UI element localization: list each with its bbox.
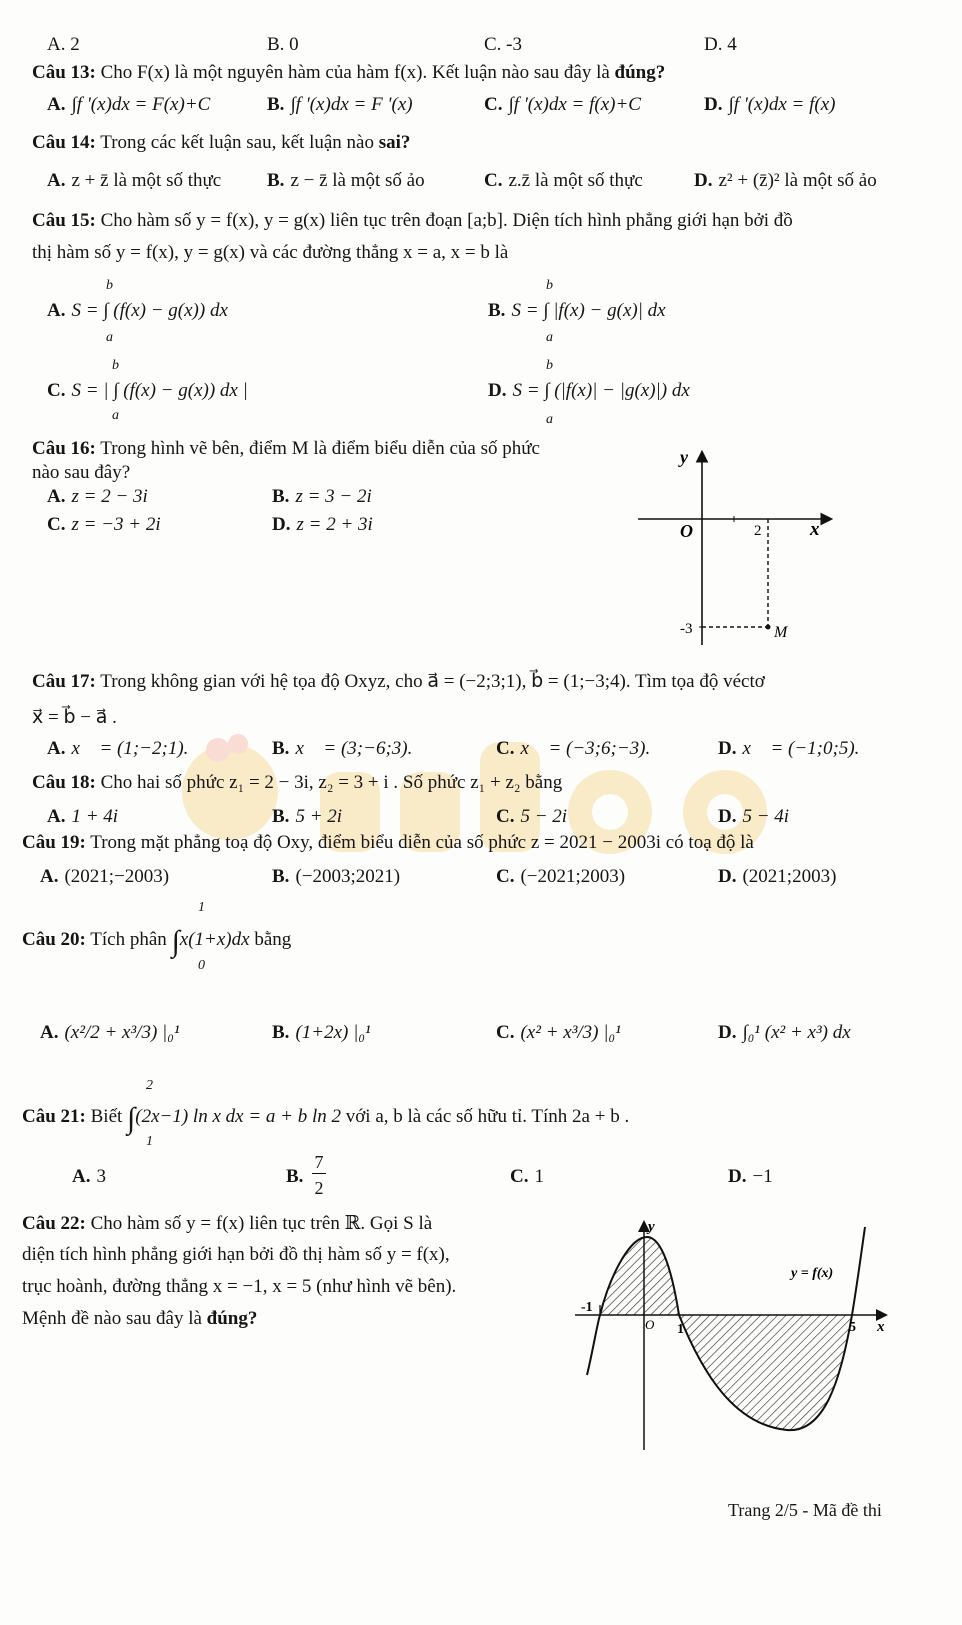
q20-option-a[interactable]: A. (x²/2 + x³/3) |₀¹: [40, 1022, 180, 1043]
q15-option-d[interactable]: D. S = ∫ (|f(x)| − |g(x)|) dx: [488, 380, 690, 401]
q13-option-a[interactable]: A. ∫f '(x)dx = F(x)+C: [47, 94, 211, 115]
q21-lower: 1: [146, 1134, 153, 1149]
q20-lower: 0: [198, 958, 205, 973]
q16-option-a[interactable]: A. z = 2 − 3i: [47, 486, 148, 507]
q22-figure: [555, 1215, 900, 1460]
q16-minus3-label: -3: [680, 621, 693, 637]
q17-option-b[interactable]: B. x⃗ = (3;−6;3).: [272, 738, 413, 759]
q18-option-d[interactable]: D. 5 − 4i: [718, 806, 790, 827]
q22-stem-line3: trục hoành, đường thẳng x = −1, x = 5 (như hình vẽ bên).: [22, 1276, 457, 1297]
q12-option-d[interactable]: D. 4: [704, 34, 737, 55]
q18-stem: Câu 18: Cho hai số phức z₁ = 2 − 3i, z₂ = 3 + i . Số phức z₁ + z₂ bằng: [32, 772, 563, 793]
q16-point-m: [766, 625, 771, 630]
q13-label: Câu 13:: [32, 62, 96, 83]
q21-b-numerator: 7: [312, 1152, 326, 1174]
q15-d-lower: a: [546, 412, 553, 427]
q13-stem: [32, 62, 665, 84]
q22-curve-label: y = f(x): [791, 1266, 834, 1281]
q15-stem-line1: Câu 15: Cho hàm số y = f(x), y = g(x) liên tục trên đoạn [a;b]. Diện tích hình phẳng giới hạn bởi đồ: [32, 210, 793, 231]
q17-stem-line2: x⃗ = b⃗ − a⃗ .: [32, 707, 117, 728]
q22-stem-line2: diện tích hình phẳng giới hạn bởi đồ thị hàm số y = f(x),: [22, 1244, 450, 1265]
q16-option-d[interactable]: D. z = 2 + 3i: [272, 514, 373, 535]
q20-stem: Câu 20: Tích phân ∫x(1+x)dx bằng: [22, 925, 292, 958]
q22-origin-label: O: [645, 1317, 655, 1332]
q22-x-label: x: [877, 1319, 885, 1335]
q13-option-d[interactable]: D. ∫f '(x)dx = f(x): [704, 94, 836, 115]
q18-option-c[interactable]: C. 5 − 2i: [496, 806, 568, 827]
q20-option-c[interactable]: C. (x² + x³/3) |₀¹: [496, 1022, 621, 1043]
q22-one-label: 1: [677, 1322, 684, 1337]
q16-two-label: 2: [754, 523, 762, 539]
q20-option-d[interactable]: D. ∫₀¹ (x² + x³) dx: [718, 1022, 851, 1043]
q22-y-label: y: [648, 1219, 655, 1235]
q13-option-c[interactable]: C. ∫f '(x)dx = f(x)+C: [484, 94, 641, 115]
q16-origin-label: O: [680, 521, 693, 541]
q17-option-d[interactable]: D. x⃗ = (−1;0;5).: [718, 738, 860, 759]
q14-option-d[interactable]: D. z² + (z̄)² là một số ảo: [694, 170, 877, 191]
q12-option-b[interactable]: B. 0: [267, 34, 299, 55]
q21-option-c[interactable]: C. 1: [510, 1166, 544, 1187]
q22-five-label: 5: [849, 1320, 856, 1335]
q15-d-upper: b: [546, 358, 553, 373]
q15-a-upper: b: [106, 278, 113, 293]
q14-option-a[interactable]: A. z + z̄ là một số thực: [47, 170, 222, 191]
q16-stem-line1: Câu 16: Trong hình vẽ bên, điểm M là điểm biểu diễn của số phức: [32, 438, 540, 459]
q22-hatch-negative: [679, 1315, 852, 1430]
q15-c-upper: b: [112, 358, 119, 373]
q16-option-b[interactable]: B. z = 3 − 2i: [272, 486, 372, 507]
q18-option-a[interactable]: A. 1 + 4i: [47, 806, 119, 827]
q22-stem-line4: Mệnh đề nào sau đây là đúng?: [22, 1308, 258, 1329]
q15-c-lower: a: [112, 408, 119, 423]
q21-option-a[interactable]: A. 3: [72, 1166, 106, 1187]
q20-option-b[interactable]: B. (1+2x) |₀¹: [272, 1022, 371, 1043]
q16-x-label: x: [810, 519, 820, 540]
q12-option-a[interactable]: A. 2: [47, 34, 80, 55]
q15-option-c[interactable]: C. S = | ∫ (f(x) − g(x)) dx |: [47, 380, 248, 401]
q21-b-denominator: 2: [314, 1178, 324, 1198]
q19-option-c[interactable]: C. (−2021;2003): [496, 866, 626, 887]
q21-stem: Câu 21: Biết ∫(2x−1) ln x dx = a + b ln 2 với a, b là các số hữu tỉ. Tính 2a + b .: [22, 1102, 630, 1135]
q21-option-d[interactable]: D. −1: [728, 1166, 773, 1187]
q17-option-c[interactable]: C. x⃗ = (−3;6;−3).: [496, 738, 651, 759]
q16-option-c[interactable]: C. z = −3 + 2i: [47, 514, 161, 535]
q15-b-lower: a: [546, 330, 553, 345]
q22-stem-line1: Câu 22: Cho hàm số y = f(x) liên tục trên ℝ. Gọi S là: [22, 1213, 433, 1234]
q12-option-c[interactable]: C. -3: [484, 34, 522, 55]
q15-option-b[interactable]: B. S = ∫ |f(x) − g(x)| dx: [488, 300, 666, 321]
q22-hatch-positive: [600, 1237, 679, 1315]
q19-option-b[interactable]: B. (−2003;2021): [272, 866, 401, 887]
q21-upper: 2: [146, 1078, 153, 1093]
q17-stem-line1: Câu 17: Trong không gian với hệ tọa độ Oxyz, cho a⃗ = (−2;3;1), b⃗ = (1;−3;4). Tìm tọa độ véctơ: [32, 671, 765, 692]
q16-y-label: y: [680, 447, 688, 467]
q16-stem-line2: nào sau đây?: [32, 462, 131, 483]
q18-option-b[interactable]: B. 5 + 2i: [272, 806, 343, 827]
q21-option-b[interactable]: B.: [286, 1166, 304, 1187]
q15-option-a[interactable]: A. S = ∫ (f(x) − g(x)) dx: [47, 300, 228, 321]
q14-option-c[interactable]: C. z.z̄ là một số thực: [484, 170, 643, 191]
q16-figure: [630, 445, 850, 660]
q19-option-a[interactable]: A. (2021;−2003): [40, 866, 170, 887]
q19-option-d[interactable]: D. (2021;2003): [718, 866, 837, 887]
q15-a-lower: a: [106, 330, 113, 345]
q16-m-label: M: [774, 624, 788, 641]
q19-stem: Câu 19: Trong mặt phẳng toạ độ Oxy, điểm biểu diễn của số phức z = 2021 − 2003i có toạ độ là: [22, 832, 754, 853]
q14-option-b[interactable]: B. z − z̄ là một số ảo: [267, 170, 425, 191]
q13-emph: đúng?: [614, 62, 666, 83]
page-footer: Trang 2/5 - Mã đề thi: [728, 1500, 882, 1520]
q15-stem-line2: thị hàm số y = f(x), y = g(x) và các đường thẳng x = a, x = b là: [32, 242, 509, 263]
q22-minus1-label: -1: [581, 1300, 593, 1315]
q13-text: Cho F(x) là một nguyên hàm của hàm f(x). Kết luận nào sau đây là: [100, 62, 610, 83]
q15-b-upper: b: [546, 278, 553, 293]
q17-option-a[interactable]: A. x⃗ = (1;−2;1).: [47, 738, 189, 759]
q13-option-b[interactable]: B. ∫f '(x)dx = F '(x): [267, 94, 413, 115]
q14-stem: Câu 14: Trong các kết luận sau, kết luận nào sai?: [32, 132, 411, 153]
q20-upper: 1: [198, 900, 205, 915]
